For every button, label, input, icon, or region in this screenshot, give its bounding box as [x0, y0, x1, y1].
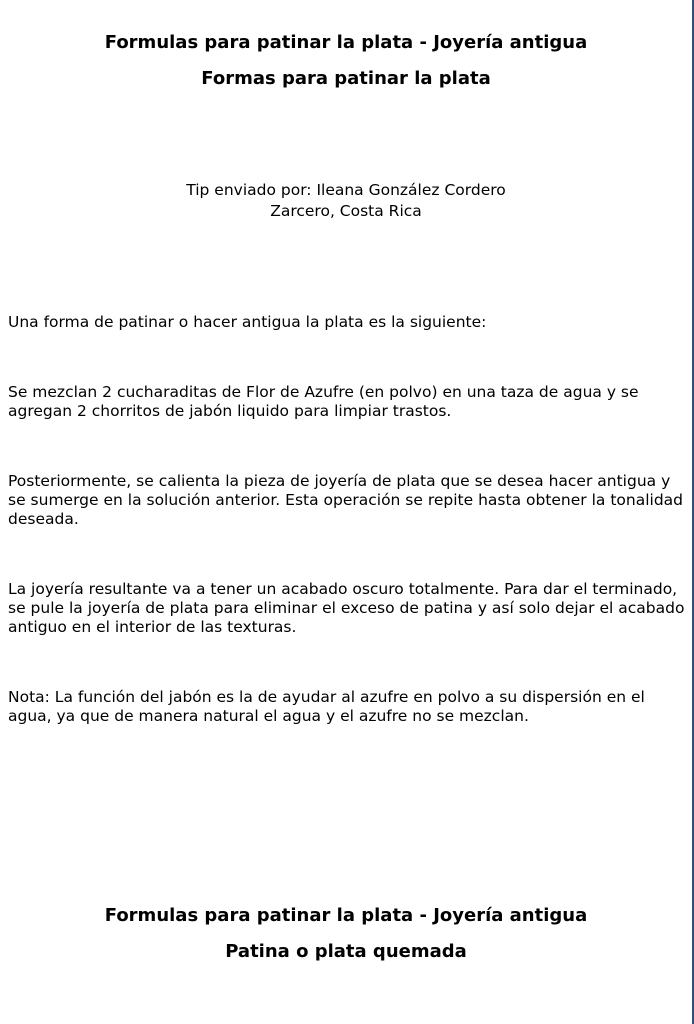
note-paragraph: Nota: La función del jabón es la de ayudar al azufre en polvo a su dispersión en el agua, ya que de manera natural el agua y el azufre no se mezclan.: [8, 688, 645, 725]
page-title: Formulas para patinar la plata - Joyería antigua: [104, 32, 588, 53]
section-subtitle: Patina o plata quemada: [225, 941, 467, 962]
finish-paragraph: La joyería resultante va a tener un acabado oscuro totalmente. Para dar el terminado, se pule la joyería de plata para eliminar el exceso de patina y así solo dejar el acabado antiguo en el interior de las texturas.: [8, 580, 685, 636]
credit-author: Tip enviado por: Ileana González Cordero: [186, 181, 506, 199]
mixture-paragraph: Se mezclan 2 cucharaditas de Flor de Azufre (en polvo) en una taza de agua y se agregan 2 chorritos de jabón liquido para limpiar trastos.: [8, 383, 639, 420]
intro-paragraph: Una forma de patinar o hacer antigua la plata es la siguiente:: [8, 313, 487, 331]
section-title: Formulas para patinar la plata - Joyería antigua: [104, 905, 588, 926]
page-subtitle: Formas para patinar la plata: [201, 68, 491, 89]
credit-location: Zarcero, Costa Rica: [270, 202, 422, 220]
tip-credit: [0, 180, 692, 222]
procedure-paragraph: Posteriormente, se calienta la pieza de joyería de plata que se desea hacer antigua y se sumerge en la solución anterior. Esta operación se repite hasta obtener la tonalidad deseada.: [8, 472, 683, 528]
